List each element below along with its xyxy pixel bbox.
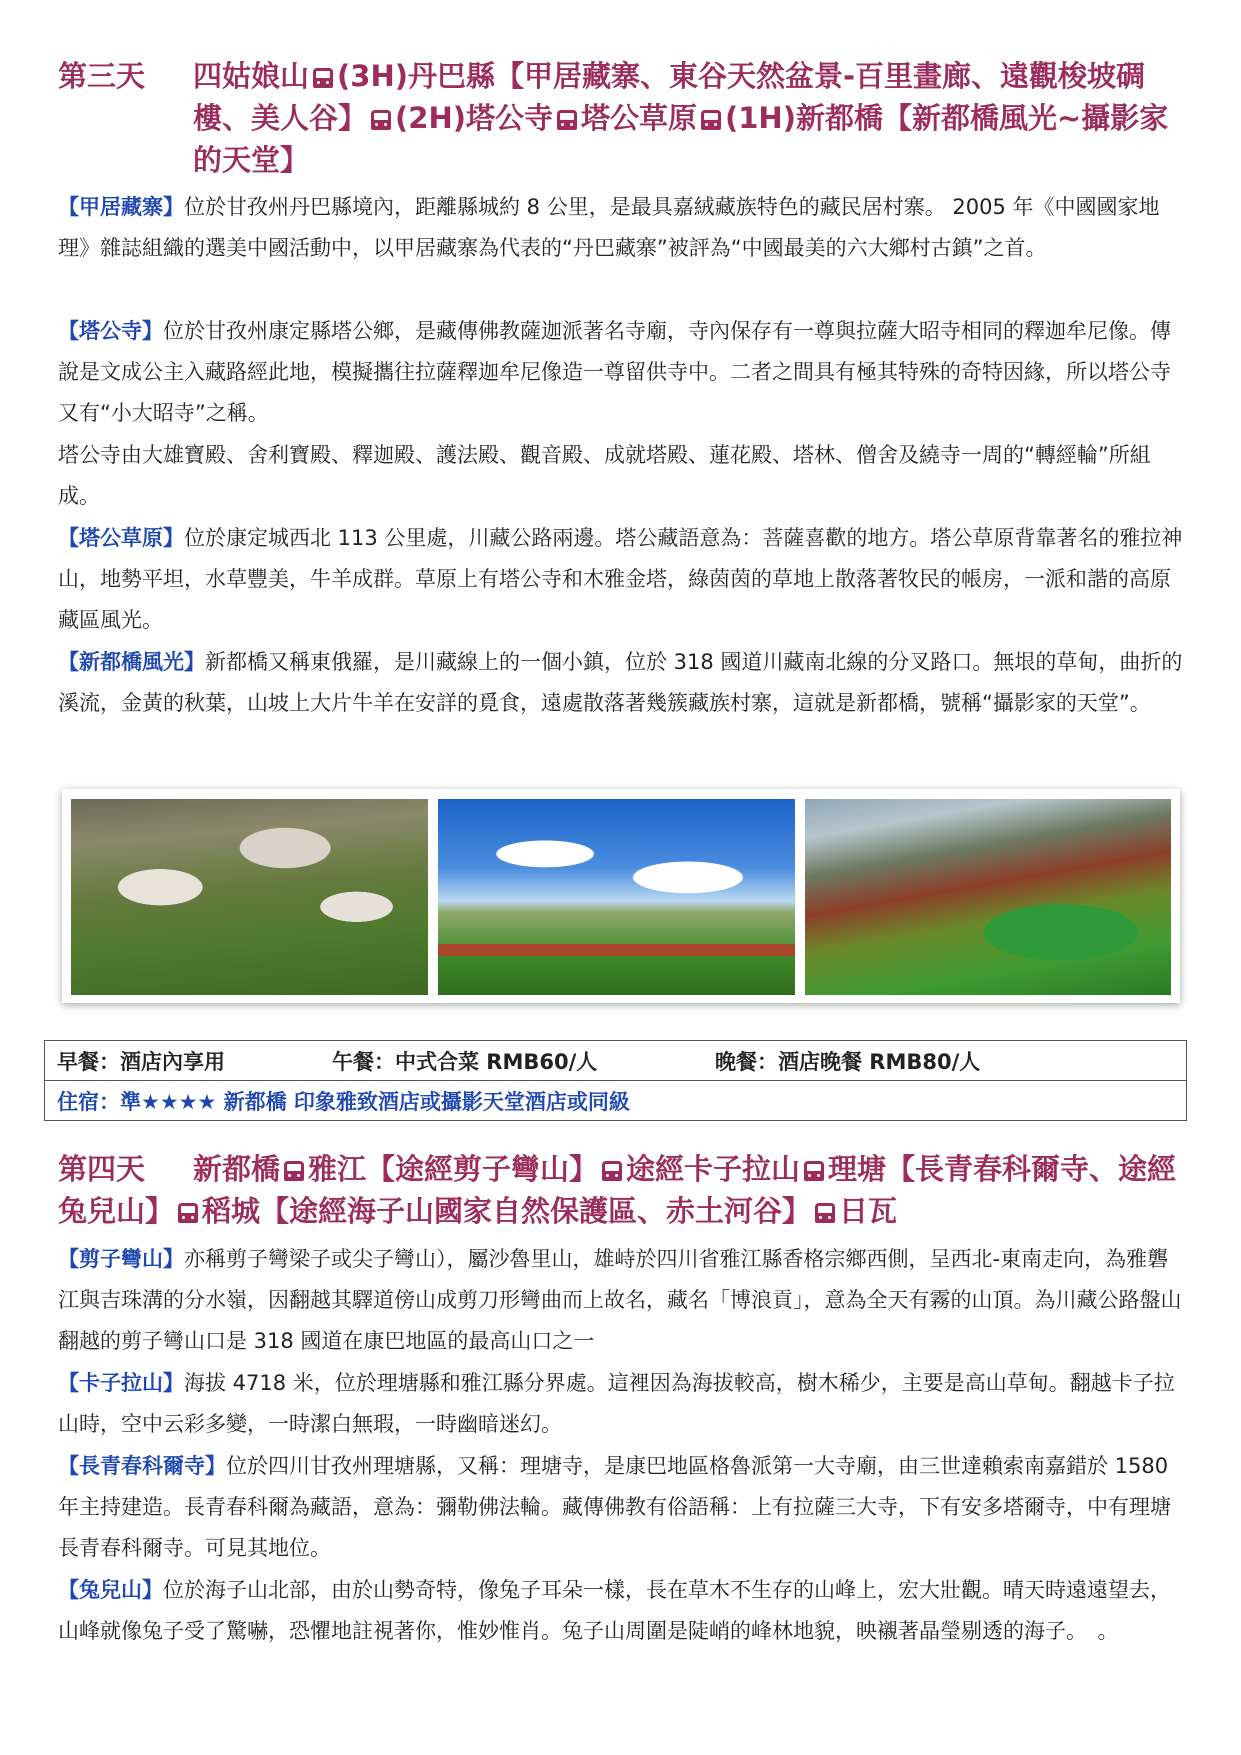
day3-route-stop: (2H)塔公寺	[395, 101, 553, 135]
bus-icon	[815, 1203, 835, 1223]
section-text: 新都橋又稱東俄羅，是川藏線上的一個小鎮，位於 318 國道川藏南北線的分叉路口。無垠的草甸，曲折的溪流，金黃的秋葉，山坡上大片牛羊在安詳的覓食，遠處散落著幾簇藏族村寨，這就是新都橋，號稱“攝影家的天堂”。	[58, 650, 1183, 715]
day4-route	[58, 1148, 1188, 1232]
photo-xinduqiao-valley	[805, 799, 1171, 995]
day3-route-stop: (3H)丹巴縣【甲居藏寨、東谷天然盆景-百里畫廊、遠觀梭坡碉樓、美人谷】	[193, 59, 1146, 135]
day4-label: 第四天	[58, 1152, 146, 1186]
dinner-info: 晚餐：酒店晚餐 RMB80/人	[715, 1049, 981, 1074]
day4-route-stop: 理塘【長青春科爾寺、途經兔兒山】	[58, 1152, 1177, 1228]
section-keyword: 【塔公草原】	[58, 526, 184, 550]
section-keyword: 【剪子彎山】	[58, 1247, 184, 1271]
day4-heading	[58, 1148, 1188, 1232]
bus-icon	[804, 1161, 824, 1181]
day3-route-stop: 四姑娘山	[193, 59, 310, 93]
day3-label: 第三天	[58, 59, 146, 93]
meal-row	[45, 1041, 1186, 1081]
section-keyword: 【塔公寺】	[58, 319, 163, 343]
section-kazila	[58, 1363, 1188, 1445]
section-keyword: 【甲居藏寨】	[58, 195, 184, 219]
section-keyword: 【卡子拉山】	[58, 1371, 184, 1395]
section-changqing-chunke	[58, 1446, 1188, 1569]
section-text: 位於四川甘孜州理塘縣，又稱：理塘寺，是康巴地區格魯派第一大寺廟，由三世達賴索南嘉錯於 1580 年主持建造。長青春科爾為藏語，意為：彌勒佛法輪。藏傳佛教有俗語稱：上有拉薩三大寺，下有安多塔爾寺，中有理塘長青春科爾寺。可見其地位。	[58, 1454, 1171, 1560]
section-text: 海拔 4718 米，位於理塘縣和雅江縣分界處。這裡因為海拔較高，樹木稀少，主要是高山草甸。翻越卡子拉山時，空中云彩多變，一時潔白無瑕，一時幽暗迷幻。	[58, 1371, 1175, 1436]
bus-icon	[313, 68, 333, 88]
section-text: 塔公寺由大雄寶殿、舍利寶殿、釋迦殿、護法殿、觀音殿、成就塔殿、蓮花殿、塔林、僧舍及繞寺一周的“轉經輪”所組成。	[58, 443, 1151, 508]
bus-icon	[284, 1161, 304, 1181]
section-keyword: 【長青春科爾寺】	[58, 1454, 226, 1478]
lunch-info: 午餐：中式合菜 RMB60/人	[332, 1049, 598, 1074]
day4-route-stop: 新都橋	[193, 1152, 281, 1186]
section-jianziwan	[58, 1239, 1188, 1362]
photo-tagong-temple	[438, 799, 795, 995]
meal-table	[44, 1040, 1187, 1121]
section-tuer-mountain	[58, 1570, 1188, 1652]
bus-icon	[178, 1203, 198, 1223]
hotel-row	[45, 1081, 1186, 1120]
section-tagong-temple-halls	[58, 435, 1188, 517]
bus-icon	[371, 110, 391, 130]
photo-jiaju-village	[71, 799, 428, 995]
section-keyword: 【新都橋風光】	[58, 650, 205, 674]
section-xinduqiao	[58, 642, 1188, 724]
hotel-info: 住宿：準★★★★ 新都橋 印象雅致酒店或攝影天堂酒店或同級	[57, 1089, 630, 1114]
section-text: 位於康定城西北 113 公里處，川藏公路兩邊。塔公藏語意為：菩薩喜歡的地方。塔公草原背靠著名的雅拉神山，地勢平坦，水草豐美，牛羊成群。草原上有塔公寺和木雅金塔，綠茵茵的草地上散落著牧民的帳房，一派和諧的高原藏區風光。	[58, 526, 1183, 632]
photo-strip	[62, 789, 1180, 1003]
breakfast-info: 早餐：酒店內享用	[57, 1049, 225, 1074]
bus-icon	[602, 1161, 622, 1181]
section-text: 亦稱剪子彎梁子或尖子彎山），屬沙魯里山，雄峙於四川省雅江縣香格宗鄉西側，呈西北-東南走向，為雅礱江與吉珠溝的分水嶺，因翻越其驛道傍山成剪刀形彎曲而上故名，藏名「博浪貢」，意為全天有霧的山頂。為川藏公路盤山翻越的剪子彎山口是 318 國道在康巴地區的最高山口之一	[58, 1247, 1182, 1353]
day4-route-stop: 雅江【途經剪子彎山】	[308, 1152, 599, 1186]
section-text: 位於甘孜州丹巴縣境內，距離縣城約 8 公里，是最具嘉絨藏族特色的藏民居村寨。 2005 年《中國國家地理》雜誌組織的選美中國活動中，以甲居藏寨為代表的“丹巴藏寨”被評為“中國最美的六大鄉村古鎮”之首。	[58, 195, 1160, 260]
day4-route-stop: 日瓦	[839, 1194, 898, 1228]
day4-route-stop: 稻城【途經海子山國家自然保護區、赤土河谷】	[202, 1194, 812, 1228]
section-keyword: 【兔兒山】	[58, 1578, 163, 1602]
section-text: 位於海子山北部，由於山勢奇特，像兔子耳朵一樣，長在草木不生存的山峰上，宏大壯觀。晴天時遠遠望去，山峰就像兔子受了驚嚇，恐懼地註視著你，惟妙惟肖。兔子山周圍是陡峭的峰林地貌，映襯著晶瑩剔透的海子。 。	[58, 1578, 1171, 1643]
day3-heading	[58, 55, 1188, 181]
day3-route	[193, 55, 1188, 181]
day4-route-stop: 途經卡子拉山	[626, 1152, 801, 1186]
day3-route-stop: 塔公草原	[580, 101, 697, 135]
section-text: 位於甘孜州康定縣塔公鄉，是藏傳佛教薩迦派著名寺廟，寺內保存有一尊與拉薩大昭寺相同的釋迦牟尼像。傳說是文成公主入藏路經此地，模擬攜往拉薩釋迦牟尼像造一尊留供寺中。二者之間具有極其特殊的奇特因緣，所以塔公寺又有“小大昭寺”之稱。	[58, 319, 1171, 425]
section-tagong-grassland	[58, 518, 1188, 641]
day3-route-stop: (1H)新都橋【新都橋風光~攝影家的天堂】	[193, 101, 1169, 177]
section-tagong-temple	[58, 311, 1188, 434]
bus-icon	[557, 110, 577, 130]
section-jiaju	[58, 187, 1188, 269]
bus-icon	[701, 110, 721, 130]
